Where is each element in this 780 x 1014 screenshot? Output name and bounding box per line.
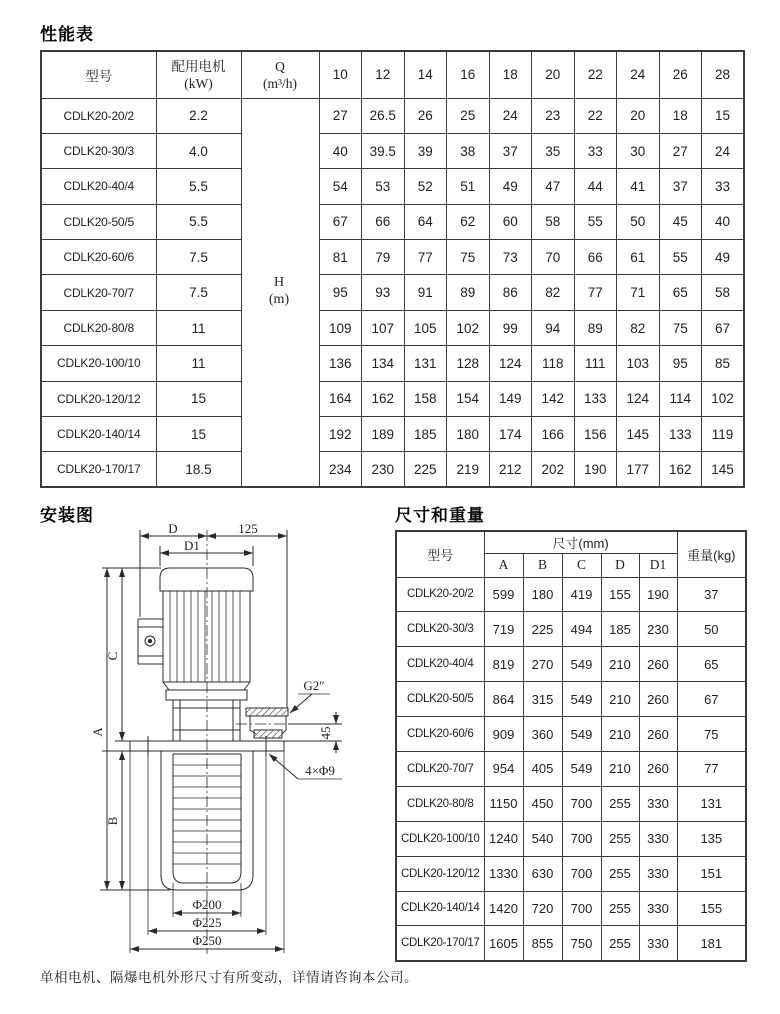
head-value-cell: 185: [404, 417, 447, 452]
dim-value-cell: 255: [601, 821, 639, 856]
head-value-cell: 230: [362, 452, 405, 487]
flow-value-header: 20: [532, 51, 575, 98]
footnote: 单相电机、隔爆电机外形尺寸有所变动，详情请咨询本公司。: [40, 970, 418, 985]
head-value-cell: 134: [362, 346, 405, 381]
head-value-cell: 37: [659, 169, 702, 204]
head-value-cell: 82: [617, 310, 660, 345]
power-cell: 2.2: [156, 98, 241, 133]
dim-value-cell: 255: [601, 891, 639, 926]
dim-value-cell: 719: [484, 612, 523, 647]
head-unit-column: [241, 346, 319, 381]
model-cell: CDLK20-100/10: [41, 346, 156, 381]
head-value-cell: 71: [617, 275, 660, 310]
dim-label-d1: D1: [184, 538, 200, 553]
model-cell: CDLK20-30/3: [41, 133, 156, 168]
head-value-cell: 15: [702, 98, 745, 133]
dim-value-cell: 864: [484, 682, 523, 717]
power-cell: 15: [156, 381, 241, 416]
head-value-cell: 20: [617, 98, 660, 133]
installation-drawing: [40, 524, 390, 962]
flow-value-header: 28: [702, 51, 745, 98]
motor: [160, 568, 253, 700]
head-unit-column: [241, 417, 319, 452]
model-cell: CDLK20-120/12: [41, 381, 156, 416]
head-value-cell: 180: [447, 417, 490, 452]
head-value-cell: 136: [319, 346, 362, 381]
head-value-cell: 89: [574, 310, 617, 345]
head-value-cell: 162: [659, 452, 702, 487]
head-value-cell: 99: [489, 310, 532, 345]
dim-label-45: 45: [318, 726, 333, 740]
weight-value-cell: 181: [677, 926, 746, 961]
weight-value-cell: 65: [677, 647, 746, 682]
dimensions-header-row1: [396, 531, 746, 553]
col-header-model: 型号: [41, 51, 156, 98]
head-value-cell: 53: [362, 169, 405, 204]
head-value-cell: 23: [532, 98, 575, 133]
head-value-cell: 50: [617, 204, 660, 239]
power-cell: 5.5: [156, 169, 241, 204]
port-label: G2″: [303, 678, 325, 693]
model-cell: CDLK20-40/4: [396, 647, 484, 682]
dim-value-cell: 330: [639, 926, 677, 961]
head-value-cell: 54: [319, 169, 362, 204]
dim-value-cell: 270: [523, 647, 562, 682]
head-value-cell: 89: [447, 275, 490, 310]
performance-header-row: [41, 51, 744, 98]
head-value-cell: 190: [574, 452, 617, 487]
dim-value-cell: 255: [601, 856, 639, 891]
head-value-cell: 105: [404, 310, 447, 345]
model-cell: CDLK20-100/10: [396, 821, 484, 856]
size-col-header: A: [484, 553, 523, 577]
dim-value-cell: 540: [523, 821, 562, 856]
model-cell: CDLK20-170/17: [41, 452, 156, 487]
dim-value-cell: 1605: [484, 926, 523, 961]
dim-value-cell: 185: [601, 612, 639, 647]
head-value-cell: 94: [532, 310, 575, 345]
head-value-cell: 65: [659, 275, 702, 310]
bolt-label: 4×Φ9: [305, 763, 335, 778]
dim-value-cell: 450: [523, 786, 562, 821]
head-value-cell: 49: [702, 240, 745, 275]
dim-value-cell: 419: [562, 577, 601, 612]
installation-title: 安装图: [40, 506, 94, 525]
dim-value-cell: 549: [562, 717, 601, 752]
head-unit-column: [241, 240, 319, 275]
head-value-cell: 45: [659, 204, 702, 239]
dim-value-cell: 255: [601, 786, 639, 821]
head-value-cell: 142: [532, 381, 575, 416]
head-value-cell: 52: [404, 169, 447, 204]
head-value-cell: 18: [659, 98, 702, 133]
dim-value-cell: 494: [562, 612, 601, 647]
dim-value-cell: 1420: [484, 891, 523, 926]
head-value-cell: 77: [574, 275, 617, 310]
model-cell: CDLK20-60/6: [396, 717, 484, 752]
dim-value-cell: 260: [639, 751, 677, 786]
dim-value-cell: 260: [639, 647, 677, 682]
flow-value-header: 10: [319, 51, 362, 98]
head-value-cell: 107: [362, 310, 405, 345]
head-value-cell: 225: [404, 452, 447, 487]
head-value-cell: 64: [404, 204, 447, 239]
head-value-cell: 145: [617, 417, 660, 452]
head-value-cell: 118: [532, 346, 575, 381]
dim-value-cell: 819: [484, 647, 523, 682]
head-value-cell: 95: [319, 275, 362, 310]
head-value-cell: 47: [532, 169, 575, 204]
head-value-cell: 85: [702, 346, 745, 381]
head-value-cell: 39: [404, 133, 447, 168]
head-value-cell: 40: [702, 204, 745, 239]
head-value-cell: 158: [404, 381, 447, 416]
head-value-cell: 164: [319, 381, 362, 416]
performance-row: [41, 275, 744, 310]
head-value-cell: 131: [404, 346, 447, 381]
flow-value-header: 16: [447, 51, 490, 98]
dim-value-cell: 855: [523, 926, 562, 961]
col-header-flow: Q (m³/h): [241, 51, 319, 98]
head-value-cell: 62: [447, 204, 490, 239]
head-value-cell: 66: [574, 240, 617, 275]
dim-value-cell: 180: [523, 577, 562, 612]
dimensions-row: [396, 926, 746, 961]
dim-value-cell: 210: [601, 717, 639, 752]
dimensions-row: [396, 577, 746, 612]
head-value-cell: 26.5: [362, 98, 405, 133]
dim-label-phi200: Φ200: [192, 897, 222, 912]
head-value-cell: 37: [489, 133, 532, 168]
head-value-cell: 95: [659, 346, 702, 381]
dimensions-row: [396, 891, 746, 926]
dim-value-cell: 210: [601, 647, 639, 682]
flow-value-header: 26: [659, 51, 702, 98]
size-col-header: D: [601, 553, 639, 577]
performance-row: [41, 310, 744, 345]
head-value-cell: 66: [362, 204, 405, 239]
dimensions-row: [396, 751, 746, 786]
power-cell: 7.5: [156, 240, 241, 275]
head-value-cell: 70: [532, 240, 575, 275]
dim-label-125: 125: [238, 524, 258, 536]
head-unit-column: [241, 310, 319, 345]
dim-value-cell: 230: [639, 612, 677, 647]
head-value-cell: 27: [659, 133, 702, 168]
head-value-cell: 25: [447, 98, 490, 133]
performance-table: [40, 50, 745, 488]
power-cell: 5.5: [156, 204, 241, 239]
head-value-cell: 51: [447, 169, 490, 204]
head-unit-column: [241, 98, 319, 133]
dim-value-cell: 330: [639, 786, 677, 821]
pump-head: [173, 700, 240, 741]
model-cell: CDLK20-50/5: [396, 682, 484, 717]
dim-label-b: B: [105, 816, 120, 826]
performance-row: [41, 133, 744, 168]
head-unit-column: [241, 381, 319, 416]
head-value-cell: 67: [702, 310, 745, 345]
power-cell: 18.5: [156, 452, 241, 487]
power-cell: 15: [156, 417, 241, 452]
head-value-cell: 41: [617, 169, 660, 204]
head-value-cell: 35: [532, 133, 575, 168]
dim-value-cell: 700: [562, 821, 601, 856]
performance-row: [41, 452, 744, 487]
head-value-cell: 33: [702, 169, 745, 204]
model-cell: CDLK20-140/14: [396, 891, 484, 926]
performance-row: [41, 169, 744, 204]
head-value-cell: 128: [447, 346, 490, 381]
dim-value-cell: 720: [523, 891, 562, 926]
dimensions-row: [396, 856, 746, 891]
model-cell: CDLK20-30/3: [396, 612, 484, 647]
power-cell: 4.0: [156, 133, 241, 168]
head-value-cell: 109: [319, 310, 362, 345]
head-value-cell: 49: [489, 169, 532, 204]
size-col-header: D1: [639, 553, 677, 577]
flow-value-header: 18: [489, 51, 532, 98]
dim-label-c: C: [105, 651, 120, 661]
head-value-cell: 174: [489, 417, 532, 452]
motor-ribs: [170, 591, 240, 682]
dim-value-cell: 210: [601, 682, 639, 717]
head-value-cell: 38: [447, 133, 490, 168]
power-cell: 11: [156, 346, 241, 381]
dim-value-cell: 750: [562, 926, 601, 961]
dim-value-cell: 909: [484, 717, 523, 752]
dim-value-cell: 330: [639, 891, 677, 926]
dim-value-cell: 315: [523, 682, 562, 717]
head-value-cell: 24: [489, 98, 532, 133]
dimensions-row: [396, 821, 746, 856]
dim-value-cell: 549: [562, 682, 601, 717]
dim-label-d: D: [168, 524, 178, 536]
dim-value-cell: 700: [562, 856, 601, 891]
head-value-cell: 177: [617, 452, 660, 487]
head-value-cell: 119: [702, 417, 745, 452]
head-value-cell: 154: [447, 381, 490, 416]
flow-value-header: 22: [574, 51, 617, 98]
dim-value-cell: 405: [523, 751, 562, 786]
size-col-header: B: [523, 553, 562, 577]
weight-value-cell: 155: [677, 891, 746, 926]
performance-row: [41, 98, 744, 133]
head-value-cell: 124: [489, 346, 532, 381]
head-value-cell: 93: [362, 275, 405, 310]
head-value-cell: 156: [574, 417, 617, 452]
head-value-cell: 75: [447, 240, 490, 275]
col-header-motor: 配用电机 (kW): [156, 51, 241, 98]
dim-value-cell: 330: [639, 821, 677, 856]
model-cell: CDLK20-170/17: [396, 926, 484, 961]
dim-value-cell: 260: [639, 682, 677, 717]
model-cell: CDLK20-120/12: [396, 856, 484, 891]
head-value-cell: 26: [404, 98, 447, 133]
dim-label-phi225: Φ225: [192, 915, 222, 930]
head-value-cell: 22: [574, 98, 617, 133]
model-cell: CDLK20-20/2: [41, 98, 156, 133]
dim-label-a: A: [90, 727, 105, 737]
head-value-cell: 75: [659, 310, 702, 345]
dim-value-cell: 954: [484, 751, 523, 786]
head-value-cell: 192: [319, 417, 362, 452]
performance-row: [41, 346, 744, 381]
dim-value-cell: 360: [523, 717, 562, 752]
weight-value-cell: 67: [677, 682, 746, 717]
weight-value-cell: 37: [677, 577, 746, 612]
head-value-cell: 149: [489, 381, 532, 416]
dim-value-cell: 549: [562, 751, 601, 786]
dim-value-cell: 700: [562, 786, 601, 821]
dim-value-cell: 255: [601, 926, 639, 961]
size-col-header: C: [562, 553, 601, 577]
dimensions-row: [396, 612, 746, 647]
head-unit-label: H (m): [268, 275, 290, 307]
power-cell: 7.5: [156, 275, 241, 310]
head-value-cell: 33: [574, 133, 617, 168]
head-value-cell: 55: [574, 204, 617, 239]
model-cell: CDLK20-60/6: [41, 240, 156, 275]
model-cell: CDLK20-50/5: [41, 204, 156, 239]
dim-value-cell: 155: [601, 577, 639, 612]
head-value-cell: 212: [489, 452, 532, 487]
head-value-cell: 189: [362, 417, 405, 452]
head-unit-column: [241, 452, 319, 487]
head-value-cell: 102: [702, 381, 745, 416]
dimensions-row: [396, 647, 746, 682]
dim-value-cell: 260: [639, 717, 677, 752]
power-cell: 11: [156, 310, 241, 345]
dim-value-cell: 700: [562, 891, 601, 926]
weight-value-cell: 75: [677, 717, 746, 752]
head-value-cell: 133: [659, 417, 702, 452]
head-value-cell: 86: [489, 275, 532, 310]
head-unit-column: [241, 133, 319, 168]
head-value-cell: 39.5: [362, 133, 405, 168]
weight-value-cell: 151: [677, 856, 746, 891]
head-value-cell: 91: [404, 275, 447, 310]
performance-row: [41, 381, 744, 416]
col-header-model: 型号: [396, 531, 484, 577]
head-value-cell: 234: [319, 452, 362, 487]
dim-value-cell: 1330: [484, 856, 523, 891]
weight-value-cell: 131: [677, 786, 746, 821]
dim-value-cell: 225: [523, 612, 562, 647]
head-value-cell: 40: [319, 133, 362, 168]
head-value-cell: 82: [532, 275, 575, 310]
dim-value-cell: 1240: [484, 821, 523, 856]
weight-value-cell: 77: [677, 751, 746, 786]
dim-value-cell: 330: [639, 856, 677, 891]
dim-value-cell: 1150: [484, 786, 523, 821]
head-value-cell: 24: [702, 133, 745, 168]
performance-title: 性能表: [40, 25, 94, 44]
performance-row: [41, 204, 744, 239]
dimensions-row: [396, 786, 746, 821]
model-cell: CDLK20-140/14: [41, 417, 156, 452]
weight-value-cell: 50: [677, 612, 746, 647]
head-value-cell: 162: [362, 381, 405, 416]
model-cell: CDLK20-20/2: [396, 577, 484, 612]
performance-row: [41, 240, 744, 275]
junction-box: [138, 619, 163, 664]
head-value-cell: 30: [617, 133, 660, 168]
head-value-cell: 61: [617, 240, 660, 275]
head-value-cell: 58: [532, 204, 575, 239]
head-value-cell: 166: [532, 417, 575, 452]
head-value-cell: 102: [447, 310, 490, 345]
head-value-cell: 111: [574, 346, 617, 381]
head-value-cell: 79: [362, 240, 405, 275]
model-cell: CDLK20-70/7: [396, 751, 484, 786]
performance-row: [41, 417, 744, 452]
dimensions-row: [396, 717, 746, 752]
model-cell: CDLK20-40/4: [41, 169, 156, 204]
head-unit-column: [241, 275, 319, 310]
model-cell: CDLK20-70/7: [41, 275, 156, 310]
head-value-cell: 58: [702, 275, 745, 310]
head-value-cell: 219: [447, 452, 490, 487]
head-value-cell: 133: [574, 381, 617, 416]
head-value-cell: 44: [574, 169, 617, 204]
head-unit-column: [241, 204, 319, 239]
dim-value-cell: 210: [601, 751, 639, 786]
head-value-cell: 55: [659, 240, 702, 275]
head-value-cell: 145: [702, 452, 745, 487]
discharge-port: [236, 694, 330, 738]
head-value-cell: 27: [319, 98, 362, 133]
flow-value-header: 12: [362, 51, 405, 98]
head-value-cell: 114: [659, 381, 702, 416]
head-value-cell: 103: [617, 346, 660, 381]
flow-value-header: 24: [617, 51, 660, 98]
dimensions-title: 尺寸和重量: [395, 506, 485, 525]
head-value-cell: 202: [532, 452, 575, 487]
dimensions-table: [395, 530, 747, 962]
head-value-cell: 124: [617, 381, 660, 416]
head-value-cell: 73: [489, 240, 532, 275]
model-cell: CDLK20-80/8: [396, 786, 484, 821]
head-unit-column: [241, 169, 319, 204]
dim-value-cell: 549: [562, 647, 601, 682]
weight-value-cell: 135: [677, 821, 746, 856]
head-value-cell: 67: [319, 204, 362, 239]
dim-value-cell: 630: [523, 856, 562, 891]
model-cell: CDLK20-80/8: [41, 310, 156, 345]
dimensions-row: [396, 682, 746, 717]
dim-value-cell: 599: [484, 577, 523, 612]
col-header-weight: 重量(kg): [677, 531, 746, 577]
col-header-size: 尺寸(mm): [484, 531, 677, 553]
dim-value-cell: 190: [639, 577, 677, 612]
head-value-cell: 77: [404, 240, 447, 275]
dim-label-phi250: Φ250: [192, 933, 222, 948]
head-value-cell: 81: [319, 240, 362, 275]
head-value-cell: 60: [489, 204, 532, 239]
flow-value-header: 14: [404, 51, 447, 98]
